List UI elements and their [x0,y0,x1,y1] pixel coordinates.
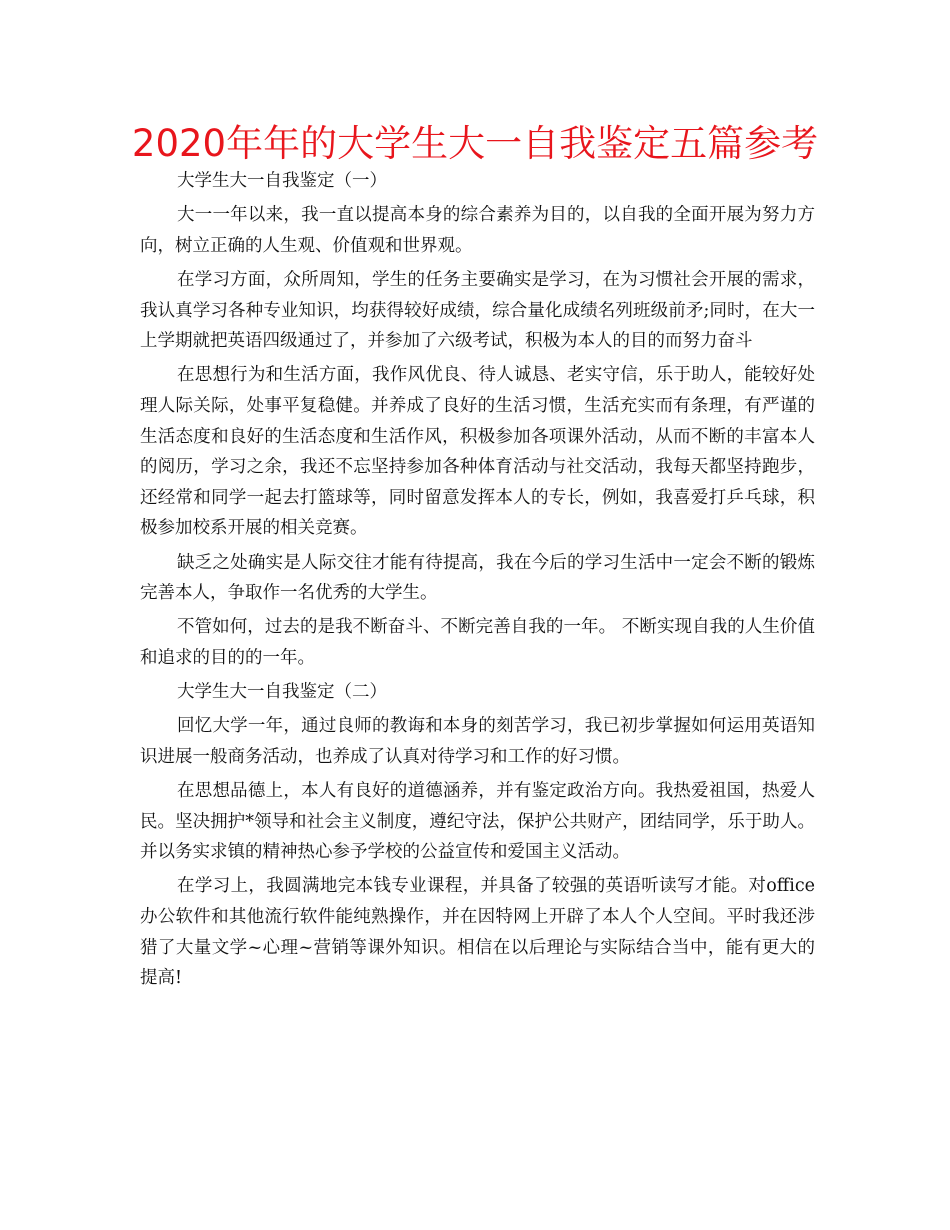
paragraph: 不管如何，过去的是我不断奋斗、不断完善自我的一年。 不断实现自我的人生价值和追求的目的的一年。 [140,617,815,668]
paragraph: 回忆大学一年，通过良师的教诲和本身的刻苦学习，我已初步掌握如何运用英语知识进展一般商务活动，也养成了认真对待学习和工作的好习惯。 [140,716,815,767]
paragraph: 在思想行为和生活方面，我作风优良、待人诚恳、老实守信，乐于助人，能较好处理人际关际，处事平复稳健。并养成了良好的生活习惯，生活充实而有条理，有严谨的生活态度和良好的生活态度和生活作风，积极参加各项课外活动，从而不断的丰富本人的阅历，学习之余，我还不忘坚持参加各种体育活动与社交活动，我每天都坚持跑步，还经常和同学一起去打篮球等，同时留意发挥本人的专长，例如，我喜爱打乒乓球，积极参加校系开展的相关竞赛。 [140,365,815,539]
paragraph: 在思想品德上，本人有良好的道德涵养，并有鉴定政治方向。我热爱祖国，热爱人民。坚决拥护*领导和社会主义制度，遵纪守法，保护公共财产，团结同学，乐于助人。并以务实求镇的精神热心参予学校的公益宣传和爱国主义活动。 [140,781,815,863]
paragraph: 大一一年以来，我一直以提高本身的综合素养为目的，以自我的全面开展为努力方向，树立正确的人生观、价值观和世界观。 [140,205,815,256]
document-title: 2020年年的大学生大一自我鉴定五篇参考 [131,122,819,165]
paragraph: 在学习方面，众所周知，学生的任务主要确实是学习，在为习惯社会开展的需求，我认真学习各种专业知识，均获得较好成绩，综合量化成绩名列班级前矛;同时，在大一上学期就把英语四级通过了，并参加了六级考试，积极为本人的目的而努力奋斗 [140,269,815,352]
paragraph: 在学习上，我圆满地完本钱专业课程，并具备了较强的英语听读写才能。对office办公软件和其他流行软件能纯熟操作，并在因特网上开辟了本人个人空间。平时我还涉猎了大量文学~心理~营销等课外知识。相信在以后理论与实际结合当中，能有更大的提高! [140,876,815,989]
paragraph: 缺乏之处确实是人际交往才能有待提高，我在今后的学习生活中一定会不断的锻炼完善本人，争取作一名优秀的大学生。 [140,552,815,604]
document-body [140,166,815,997]
section-heading-2: 大学生大一自我鉴定（二） [177,682,387,703]
section-heading-1: 大学生大一自我鉴定（一） [177,171,387,191]
